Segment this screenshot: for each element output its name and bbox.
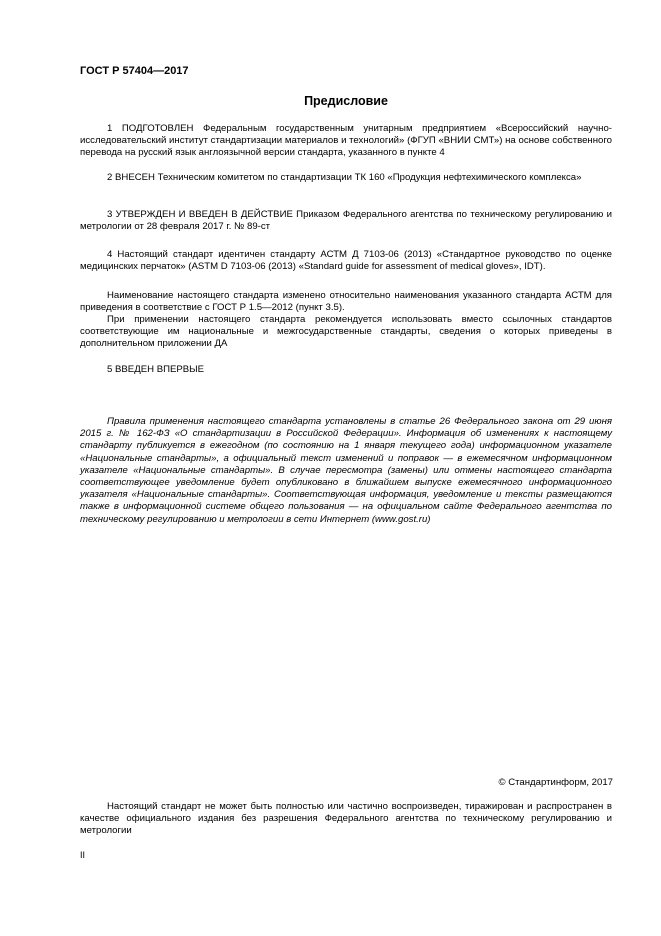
reproduction-rights-notice: Настоящий стандарт не может быть полностью или частично воспроизведен, тиражирован и распространен в качестве официального издания без разрешения Федерального агентства по техническому регулированию и метрологии (80, 801, 612, 837)
item-4: 4 Настоящий стандарт идентичен стандарту АСТМ Д 7103-06 (2013) «Стандартное руководство по оценке медицинских перчаток» (ASTM D 7103-06 (2013) «Standard guide for assessment of medical gloves», IDT). (80, 249, 612, 273)
page-title: Предисловие (304, 94, 388, 108)
item-4-note-name: Наименование настоящего стандарта изменено относительно наименования указанного стандарта АСТМ для приведения в соответствие с ГОСТ Р 1.5—2012 (пункт 3.5). (80, 290, 612, 314)
item-1: 1 ПОДГОТОВЛЕН Федеральным государственным унитарным предприятием «Всероссийский научно-исследовательский институт стандартизации материалов и технологий» (ФГУП «ВНИИ СМТ») на основе собственного перевода на русский язык англоязычной версии стандарта, указанного в пункте 4 (80, 123, 612, 159)
item-3: 3 УТВЕРЖДЕН И ВВЕДЕН В ДЕЙСТВИЕ Приказом Федерального агентства по техническому регулированию и метрологии от 28 февраля 2017 г. № 89-ст (80, 209, 612, 233)
item-2: 2 ВНЕСЕН Техническим комитетом по стандартизации ТК 160 «Продукция нефтехимического комплекса» (107, 172, 582, 183)
standard-application-notice: Правила применения настоящего стандарта установлены в статье 26 Федерального закона от 29 июня 2015 г. № 162-ФЗ «О стандартизации в Российской Федерации». Информация об изменениях к настоящему стандарту публикуется в ежегодном (по состоянию на 1 января текущего года) информационном указателе «Национальные стандарты», а официальный текст изменений и поправок — в ежемесячном информационном указателе «Национальные стандарты». В случае пересмотра (замены) или отмены настоящего стандарта соответствующее уведомление будет опубликовано в ближайшем выпуске ежемесячного информационного указателя «Национальные стандарты». Соответствующая информация, уведомление и тексты размещаются также в информационной системе общего пользования — на официальном сайте Федерального агентства по техническому регулированию и метрологии в сети Интернет (www.gost.ru) (80, 416, 612, 525)
item-5: 5 ВВЕДЕН ВПЕРВЫЕ (107, 364, 205, 375)
document-id-header: ГОСТ Р 57404—2017 (80, 65, 189, 77)
page-number: II (80, 850, 86, 860)
copyright-line: © Стандартинформ, 2017 (498, 777, 613, 788)
item-4-note-refs: При применении настоящего стандарта рекомендуется использовать вместо ссылочных стандартов соответствующие им национальные и межгосударственные стандарты, сведения о которых приведены в дополнительном приложении ДА (80, 314, 612, 350)
